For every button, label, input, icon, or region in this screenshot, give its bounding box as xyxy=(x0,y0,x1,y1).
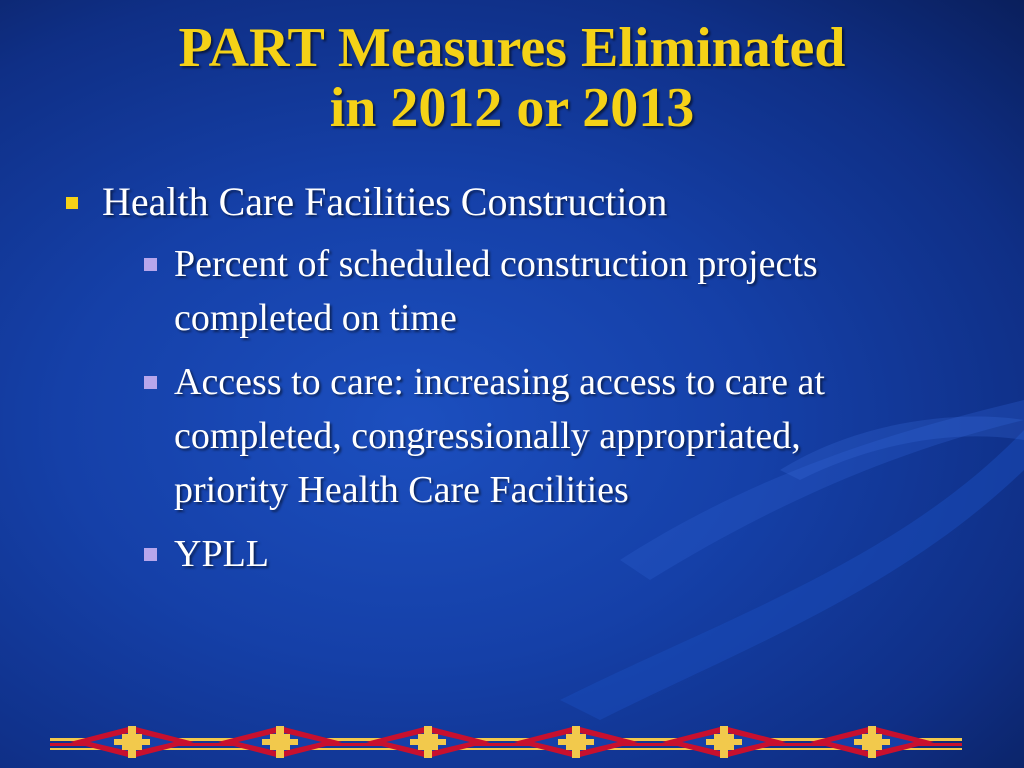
square-bullet-icon xyxy=(66,197,78,209)
square-bullet-icon xyxy=(144,376,157,389)
decorative-border-pattern xyxy=(50,720,962,764)
bullet-item-level1 xyxy=(62,175,962,229)
square-bullet-icon xyxy=(144,548,157,561)
sub-bullet-text: YPLL xyxy=(174,533,269,575)
bullet-text: Health Care Facilities Construction xyxy=(102,179,668,224)
title-line-2: in 2012 or 2013 xyxy=(329,77,695,139)
sub-bullet-item xyxy=(144,527,894,581)
sub-bullet-text: Percent of scheduled construction projects completed on time xyxy=(174,243,818,339)
slide-title xyxy=(0,18,1024,138)
sub-bullet-item xyxy=(144,355,894,517)
square-bullet-icon xyxy=(144,258,157,271)
sub-bullet-item xyxy=(144,237,894,345)
bullet-list xyxy=(62,175,962,591)
title-line-1: PART Measures Eliminated xyxy=(178,17,846,79)
sub-bullet-text: Access to care: increasing access to care at completed, congressionally appropriated, priority Health Care Facilities xyxy=(174,361,825,511)
